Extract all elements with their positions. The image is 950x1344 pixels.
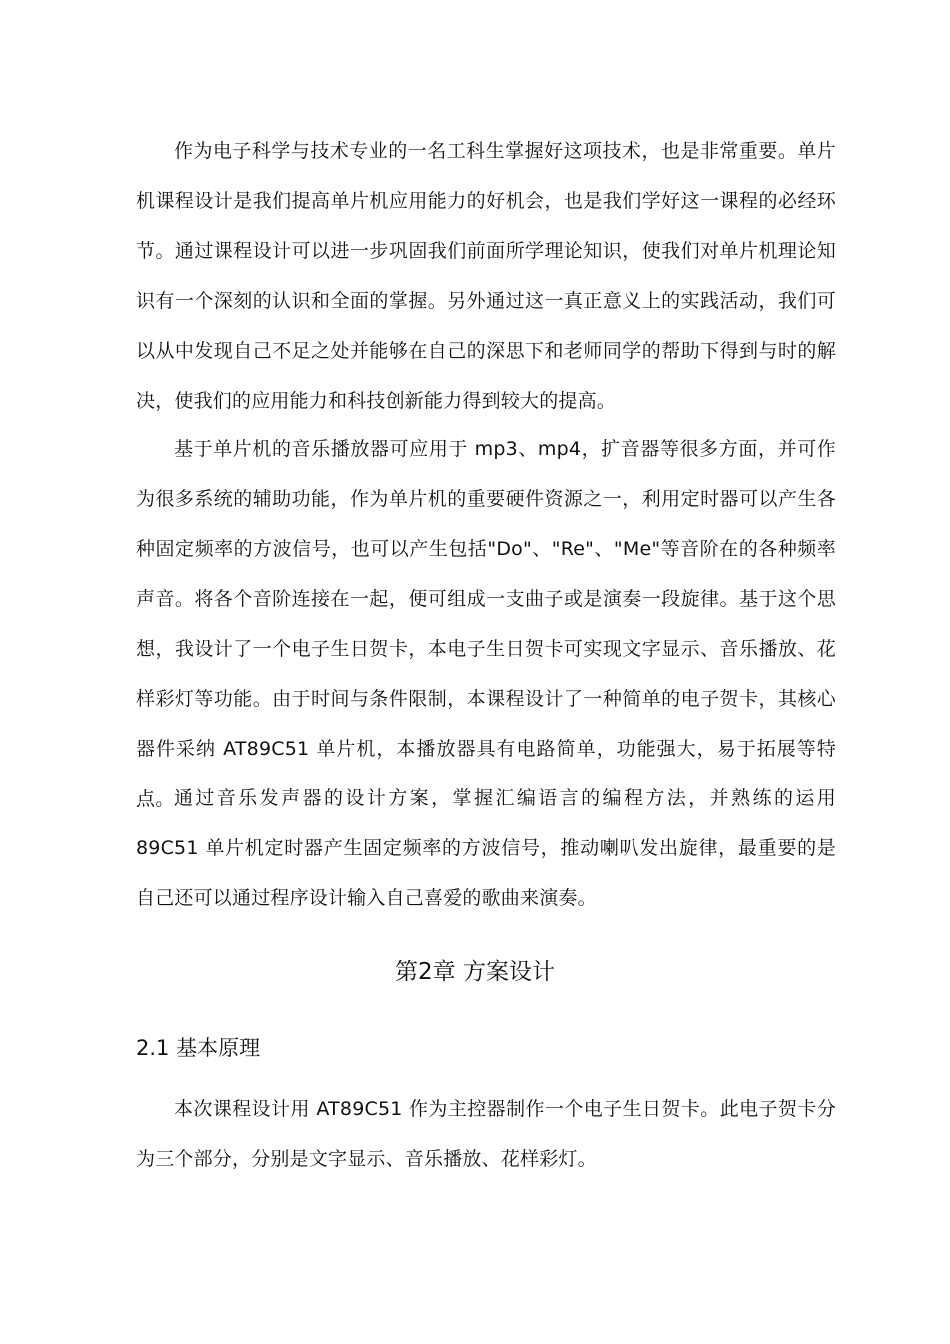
chapter-title: 第2章 方案设计 <box>395 959 555 985</box>
body-paragraph-3: 通过音乐发声器的设计方案，掌握汇编语言的编程方法，并熟练的运用 89C51 单片机定时器产生固定频率的方波信号，推动喇叭发出旋律，最重要的是自己还可以通过程序设计输入自己喜爱的歌曲来演奏。 <box>136 787 836 909</box>
section-paragraph: 本次课程设计用 AT89C51 作为主控器制作一个电子生日贺卡。此电子贺卡分为三个部分，分别是文字显示、音乐播放、花样彩灯。 <box>136 1098 836 1170</box>
section-title: 2.1 基本原理 <box>136 1036 261 1060</box>
body-paragraph-2: 基于单片机的音乐播放器可应用于 mp3、mp4，扩音器等很多方面，并可作为很多系统的辅助功能，作为单片机的重要硬件资源之一，利用定时器可以产生各种固定频率的方波信号，也可以产生包括"Do"、"Re"、"Me"等音阶在的各种频率声音。将各个音阶连接在一起，便可组成一支曲子或是演奏一段旋律。基于这个思想，我设计了一个电子生日贺卡，本电子生日贺卡可实现文字显示、音乐播放、花样彩灯等功能。由于时间与条件限制，本课程设计了一种简单的电子贺卡，其核心器件采纳 AT89C51 单片机，本播放器具有电路简单，功能强大，易于拓展等特点。 <box>136 438 836 810</box>
body-paragraph-1: 作为电子科学与技术专业的一名工科生掌握好这项技术，也是非常重要。单片机课程设计是我们提高单片机应用能力的好机会，也是我们学好这一课程的必经环节。通过课程设计可以进一步巩固我们前面所学理论知识，使我们对单片机理论知识有一个深刻的认识和全面的掌握。另外通过这一真正意义上的实践活动，我们可以从中发现自己不足之处并能够在自己的深思下和老师同学的帮助下得到与时的解决，使我们的应用能力和科技创新能力得到较大的提高。 <box>136 140 836 412</box>
